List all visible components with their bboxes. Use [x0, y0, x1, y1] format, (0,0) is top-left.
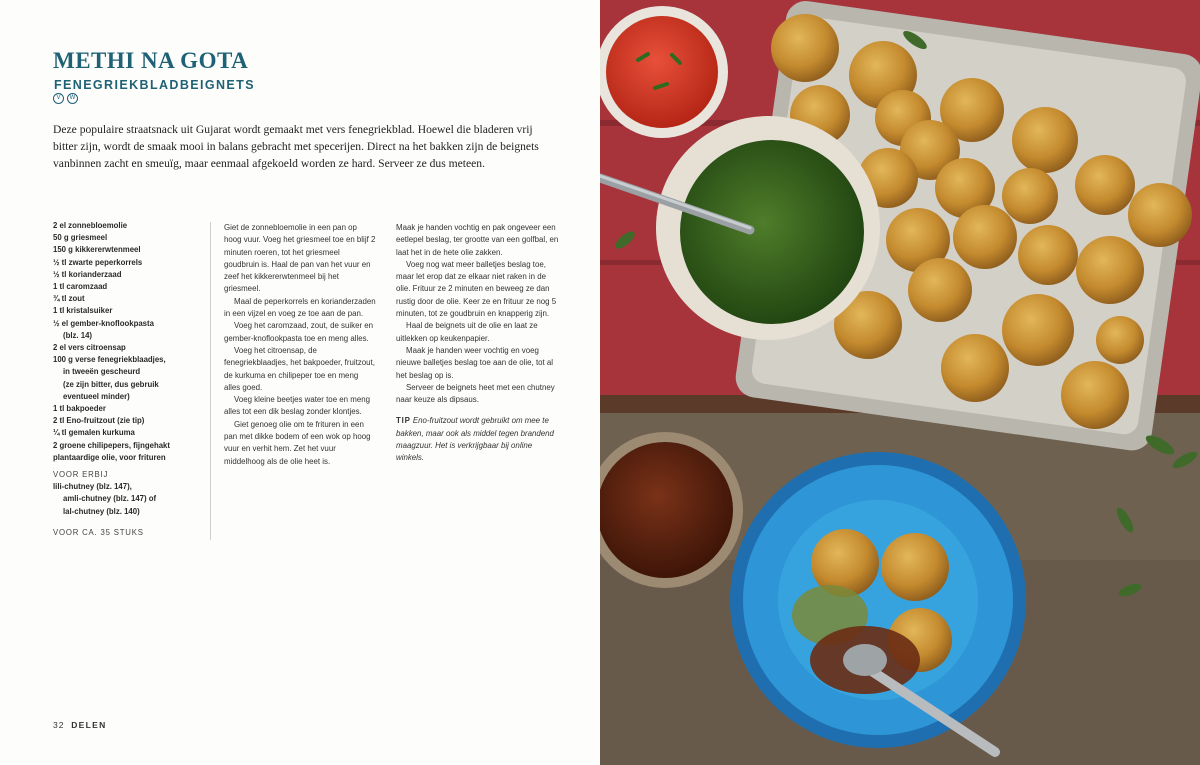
ingredient-item: 2 el vers citroensap	[53, 343, 126, 353]
tomato-chutney-bowl	[600, 6, 728, 138]
serve-item: amli-chutney (blz. 147) of	[63, 494, 157, 504]
serve-item: lili-chutney (blz. 147),	[53, 482, 132, 492]
method-column-2	[396, 222, 561, 465]
ingredient-item: ½ tl korianderzaad	[53, 269, 122, 279]
method-step: Giet de zonnebloemolie in een pan op hoog vuur. Voeg het griesmeel toe en blijf 2 minuten roeren, tot het griesmeel goudbruin is. Haal de pan van het vuur en zeef het kikkererwtenmeel bij het griesmeel.	[224, 223, 376, 294]
serve-item: lal-chutney (blz. 140)	[63, 506, 140, 516]
ingredient-item: 1 tl bakpoeder	[53, 404, 106, 414]
recipe-intro: Deze populaire straatsnack uit Gujarat wordt gemaakt met vers fenegriekblad. Hoewel die bladeren vrij bitter zijn, wordt de smaak mooi in balans gebracht met specerijen. Direct na het bakken zijn de beignets vanbinnen zacht en smeuïg, maar eenmaal afgekoeld worden ze hard. Serveer ze dus meteen.	[53, 123, 539, 171]
ingredient-item: 2 tl Eno-fruitzout (zie tip)	[53, 416, 145, 426]
vegan-icon: W	[67, 93, 78, 104]
ingredient-item: 150 g kikkererwtenmeel	[53, 245, 141, 255]
method-step: Voeg nog wat meer balletjes beslag toe, maar let erop dat ze elkaar niet raken in de olie. Frituur ze 2 minuten en beweeg ze dan rustig door de olie. Keer ze en frituur ze nog 5 minuten, tot ze goudbruin en knapperig zijn.	[396, 259, 557, 319]
method-step: Maal de peperkorrels en korianderzaden in een vijzel en voeg ze toe aan de pan.	[224, 296, 376, 319]
method-step: Giet genoeg olie om te frituren in een pan met dikke bodem of een wok op hoog vuur en verhit hem. Zet het vuur middelhoog als de olie heet is.	[224, 419, 371, 466]
method-step: Maak je handen weer vochtig en voeg nieuwe balletjes beslag toe aan de olie, tot al het beslag op is.	[396, 345, 554, 380]
tip-label: TIP	[396, 416, 411, 426]
method-step: Voeg kleine beetjes water toe en meng alles tot een dik beslag zonder klontjes.	[224, 395, 370, 417]
tip-box	[396, 415, 561, 464]
serve-label: VOOR ERBIJ	[53, 470, 109, 480]
diet-icons	[53, 93, 78, 104]
yield-label: VOOR CA. 35 STUKS	[53, 527, 144, 537]
method-step: Serveer de beignets heet met een chutney naar keuze als dipsaus.	[396, 382, 555, 405]
ingredient-item: ¾ tl zout	[53, 294, 85, 304]
ingredient-item: 1 tl caromzaad	[53, 282, 108, 292]
page-number: 32	[53, 720, 65, 730]
ingredient-item: plantaardige olie, voor frituren	[53, 452, 166, 462]
food-photo	[600, 0, 1200, 765]
ingredient-item: ¼ tl gemalen kurkuma	[53, 428, 135, 438]
ingredient-item: in tweeën gescheurd	[63, 367, 141, 377]
ingredient-item: (ze zijn bitter, dus gebruik	[63, 379, 159, 389]
method-step: Maak je handen vochtig en pak ongeveer een eetlepel beslag, ter grootte van een golfbal, en laat het in de hete olie zakken.	[396, 223, 559, 257]
ingredient-item: eventueel minder)	[63, 391, 130, 401]
ingredient-item: 2 groene chilipepers, fijngehakt	[53, 440, 170, 450]
method-step: Voeg het citroensap, de fenegriekblaadjes, het bakpoeder, fruitzout, de kurkuma en chilipeper toe en meng alles goed.	[224, 345, 375, 392]
recipe-title: METHI NA GOTA	[53, 48, 249, 73]
section-name: DELEN	[71, 720, 107, 730]
page-footer	[53, 720, 107, 730]
vegetarian-icon: V	[53, 93, 64, 104]
tip-text: Eno-fruitzout wordt gebruikt om mee te bakken, maar ook als middel tegen brandend maagzuur. Het is verkrijgbaar bij online winkels.	[396, 416, 554, 463]
recipe-subtitle: FENEGRIEKBLADBEIGNETS	[54, 78, 255, 92]
ingredient-item: ½ el gember-knoflookpasta	[53, 318, 154, 328]
ingredient-item: (blz. 14)	[63, 330, 93, 340]
ingredient-item: ½ tl zwarte peperkorrels	[53, 257, 143, 267]
column-divider	[210, 222, 211, 540]
ingredient-item: 100 g verse fenegriekblaadjes,	[53, 355, 166, 365]
ingredient-list	[53, 220, 203, 539]
method-column-1	[224, 222, 376, 468]
ingredient-item: 2 el zonnebloemolie	[53, 221, 128, 230]
ingredient-item: 1 tl kristalsuiker	[53, 306, 113, 316]
method-step: Haal de beignets uit de olie en laat ze uitlekken op keukenpapier.	[396, 321, 538, 343]
ingredient-item: 50 g griesmeel	[53, 233, 108, 243]
method-step: Voeg het caromzaad, zout, de suiker en gember-knoflookpasta toe en meng alles.	[224, 321, 374, 343]
